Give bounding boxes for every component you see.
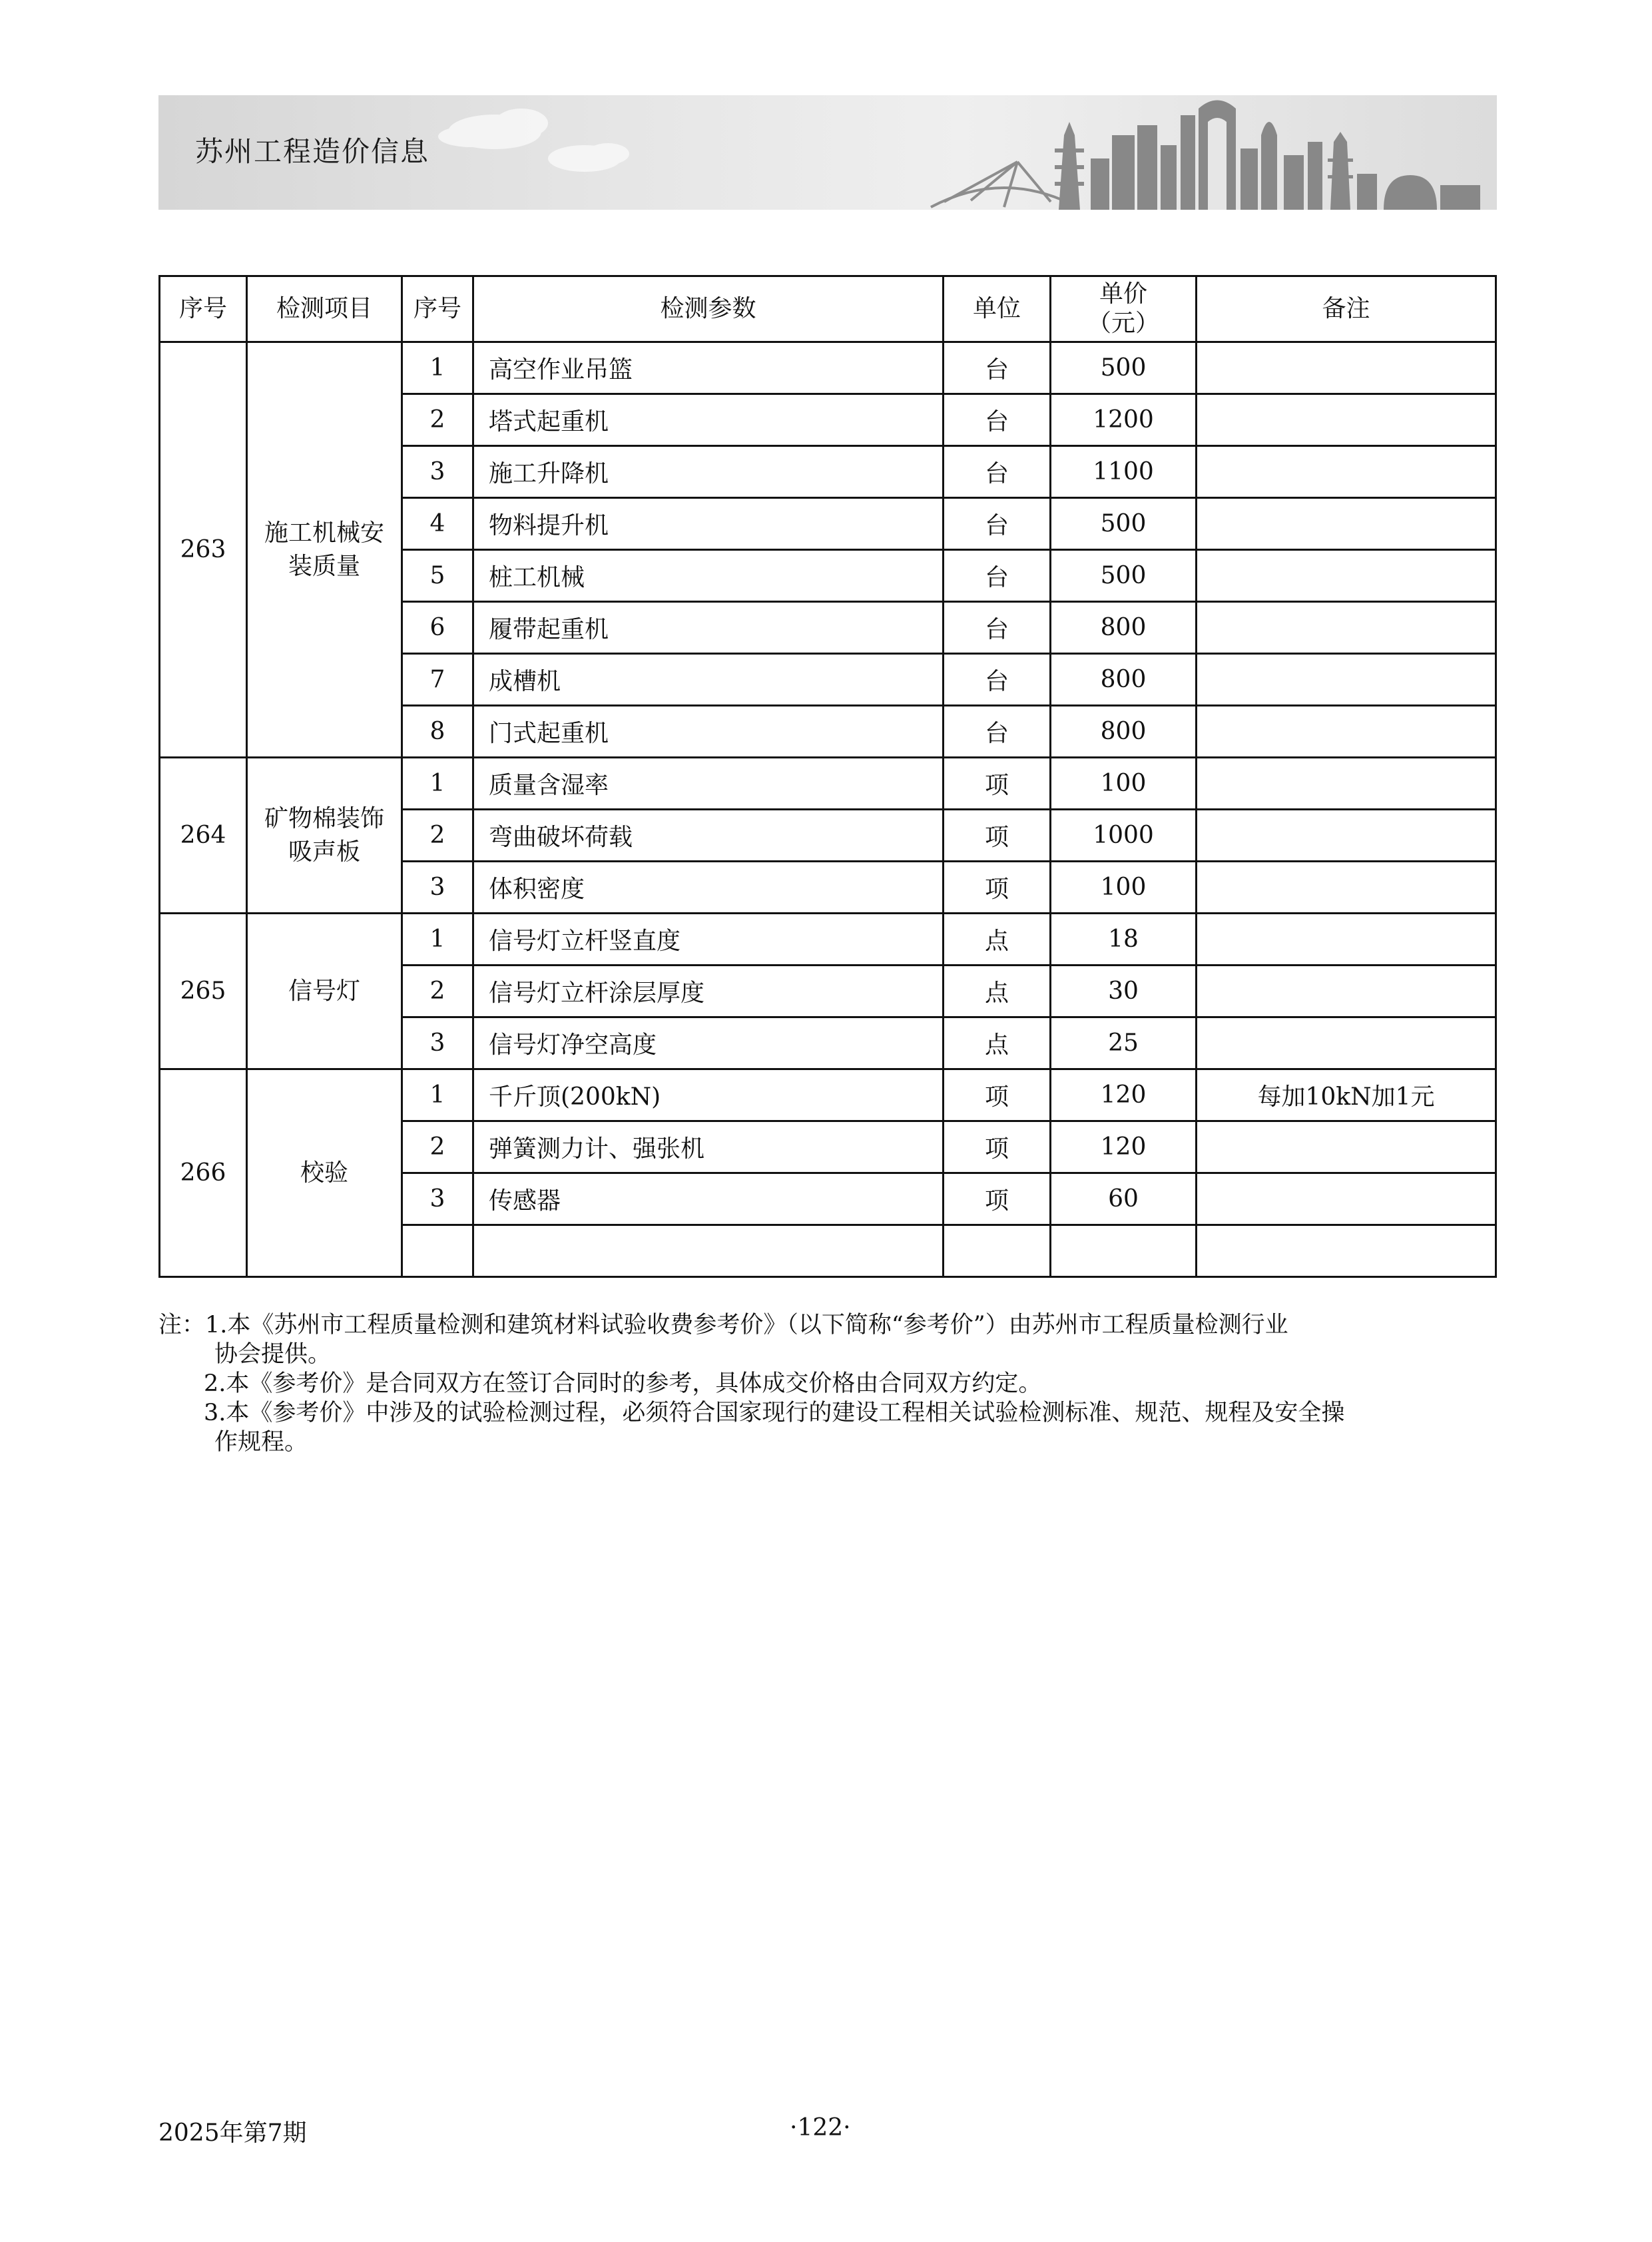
unit: 点 <box>944 1017 1051 1069</box>
param: 信号灯净空高度 <box>473 1017 944 1069</box>
unit: 台 <box>944 394 1051 446</box>
sub-no: 7 <box>402 654 473 706</box>
note <box>1197 862 1496 914</box>
price: 120 <box>1051 1121 1197 1173</box>
note: 每加10kN加1元 <box>1197 1069 1496 1121</box>
note <box>1197 654 1496 706</box>
param: 门式起重机 <box>473 706 944 758</box>
col-header-price-line2: （元） <box>1087 310 1159 337</box>
price: 60 <box>1051 1173 1197 1225</box>
note <box>1197 550 1496 602</box>
note <box>1197 1173 1496 1225</box>
unit: 台 <box>944 602 1051 654</box>
param: 体积密度 <box>473 862 944 914</box>
group-no: 263 <box>160 342 247 758</box>
param: 物料提升机 <box>473 498 944 550</box>
unit: 项 <box>944 758 1051 810</box>
sub-no: 4 <box>402 498 473 550</box>
sub-no: 1 <box>402 342 473 394</box>
param: 桩工机械 <box>473 550 944 602</box>
param: 质量含湿率 <box>473 758 944 810</box>
group-item: 施工机械安装质量 <box>247 342 402 758</box>
price: 100 <box>1051 758 1197 810</box>
note <box>1197 394 1496 446</box>
unit: 点 <box>944 914 1051 966</box>
note <box>1197 758 1496 810</box>
param: 高空作业吊篮 <box>473 342 944 394</box>
price <box>1051 1225 1197 1277</box>
param: 塔式起重机 <box>473 394 944 446</box>
magazine-title: 苏州工程造价信息 <box>195 135 430 168</box>
note <box>1197 914 1496 966</box>
unit: 项 <box>944 1173 1051 1225</box>
sub-no: 1 <box>402 758 473 810</box>
sub-no: 3 <box>402 446 473 498</box>
unit: 台 <box>944 654 1051 706</box>
table-row <box>160 1069 1496 1121</box>
unit: 项 <box>944 1069 1051 1121</box>
note <box>1197 446 1496 498</box>
price: 100 <box>1051 862 1197 914</box>
note <box>1197 810 1496 862</box>
price: 800 <box>1051 654 1197 706</box>
price: 500 <box>1051 498 1197 550</box>
unit: 台 <box>944 550 1051 602</box>
note <box>1197 1017 1496 1069</box>
param: 信号灯立杆竖直度 <box>473 914 944 966</box>
price: 25 <box>1051 1017 1197 1069</box>
table-header-row <box>160 276 1496 342</box>
price: 500 <box>1051 342 1197 394</box>
price: 18 <box>1051 914 1197 966</box>
note <box>1197 1121 1496 1173</box>
price: 1200 <box>1051 394 1197 446</box>
price: 500 <box>1051 550 1197 602</box>
col-header-note: 备注 <box>1197 276 1496 342</box>
sub-no: 3 <box>402 862 473 914</box>
param: 信号灯立杆涂层厚度 <box>473 966 944 1017</box>
unit: 台 <box>944 446 1051 498</box>
param: 弹簧测力计、强张机 <box>473 1121 944 1173</box>
unit: 点 <box>944 966 1051 1017</box>
group-item: 矿物棉装饰吸声板 <box>247 758 402 914</box>
group-item: 信号灯 <box>247 914 402 1069</box>
param: 弯曲破坏荷载 <box>473 810 944 862</box>
col-header-price-line1: 单价 <box>1099 280 1147 308</box>
unit: 台 <box>944 498 1051 550</box>
sub-no: 3 <box>402 1173 473 1225</box>
price: 1000 <box>1051 810 1197 862</box>
note <box>1197 498 1496 550</box>
header-banner <box>158 95 1497 210</box>
table-row <box>160 342 1496 394</box>
param: 成槽机 <box>473 654 944 706</box>
sub-no: 2 <box>402 810 473 862</box>
note <box>1197 602 1496 654</box>
param: 千斤顶(200kN) <box>473 1069 944 1121</box>
param <box>473 1225 944 1277</box>
group-no: 265 <box>160 914 247 1069</box>
sub-no: 1 <box>402 1069 473 1121</box>
group-no: 266 <box>160 1069 247 1277</box>
col-header-price <box>1051 276 1197 342</box>
group-item: 校验 <box>247 1069 402 1277</box>
price: 800 <box>1051 706 1197 758</box>
col-header-unit: 单位 <box>944 276 1051 342</box>
param: 施工升降机 <box>473 446 944 498</box>
price: 800 <box>1051 602 1197 654</box>
note-1-line-2: 协会提供。 <box>214 1341 332 1368</box>
sub-no: 2 <box>402 1121 473 1173</box>
sub-no: 2 <box>402 966 473 1017</box>
note <box>1197 1225 1496 1277</box>
issue-label: 2025年第7期 <box>158 2119 307 2147</box>
sub-no: 5 <box>402 550 473 602</box>
notes-section <box>158 1310 1497 1457</box>
unit: 项 <box>944 1121 1051 1173</box>
param: 履带起重机 <box>473 602 944 654</box>
group-no: 264 <box>160 758 247 914</box>
col-header-param: 检测参数 <box>473 276 944 342</box>
note-2: 2.本《参考价》是合同双方在签订合同时的参考，具体成交价格由合同双方约定。 <box>204 1370 1042 1397</box>
note <box>1197 706 1496 758</box>
fee-table-wrapper <box>158 275 1495 1278</box>
col-header-no: 序号 <box>160 276 247 342</box>
note <box>1197 342 1496 394</box>
col-header-subno: 序号 <box>402 276 473 342</box>
col-header-item: 检测项目 <box>247 276 402 342</box>
note <box>1197 966 1496 1017</box>
param: 传感器 <box>473 1173 944 1225</box>
unit <box>944 1225 1051 1277</box>
unit: 台 <box>944 342 1051 394</box>
sub-no: 8 <box>402 706 473 758</box>
unit: 台 <box>944 706 1051 758</box>
note-1-line-1: 注：1.本《苏州市工程质量检测和建筑材料试验收费参考价》（以下简称“参考价”）由苏州市工程质量检测行业 <box>158 1312 1288 1338</box>
fee-table <box>158 275 1497 1278</box>
sub-no: 2 <box>402 394 473 446</box>
price: 120 <box>1051 1069 1197 1121</box>
note-3-line-1: 3.本《参考价》中涉及的试验检测过程，必须符合国家现行的建设工程相关试验检测标准、规范、规程及安全操 <box>204 1400 1345 1426</box>
table-row <box>160 914 1496 966</box>
sub-no: 1 <box>402 914 473 966</box>
sub-no <box>402 1225 473 1277</box>
unit: 项 <box>944 810 1051 862</box>
page-number: ·122· <box>790 2114 851 2141</box>
sub-no: 3 <box>402 1017 473 1069</box>
table-row <box>160 758 1496 810</box>
note-3-line-2: 作规程。 <box>214 1429 308 1456</box>
unit: 项 <box>944 862 1051 914</box>
sub-no: 6 <box>402 602 473 654</box>
price: 1100 <box>1051 446 1197 498</box>
price: 30 <box>1051 966 1197 1017</box>
